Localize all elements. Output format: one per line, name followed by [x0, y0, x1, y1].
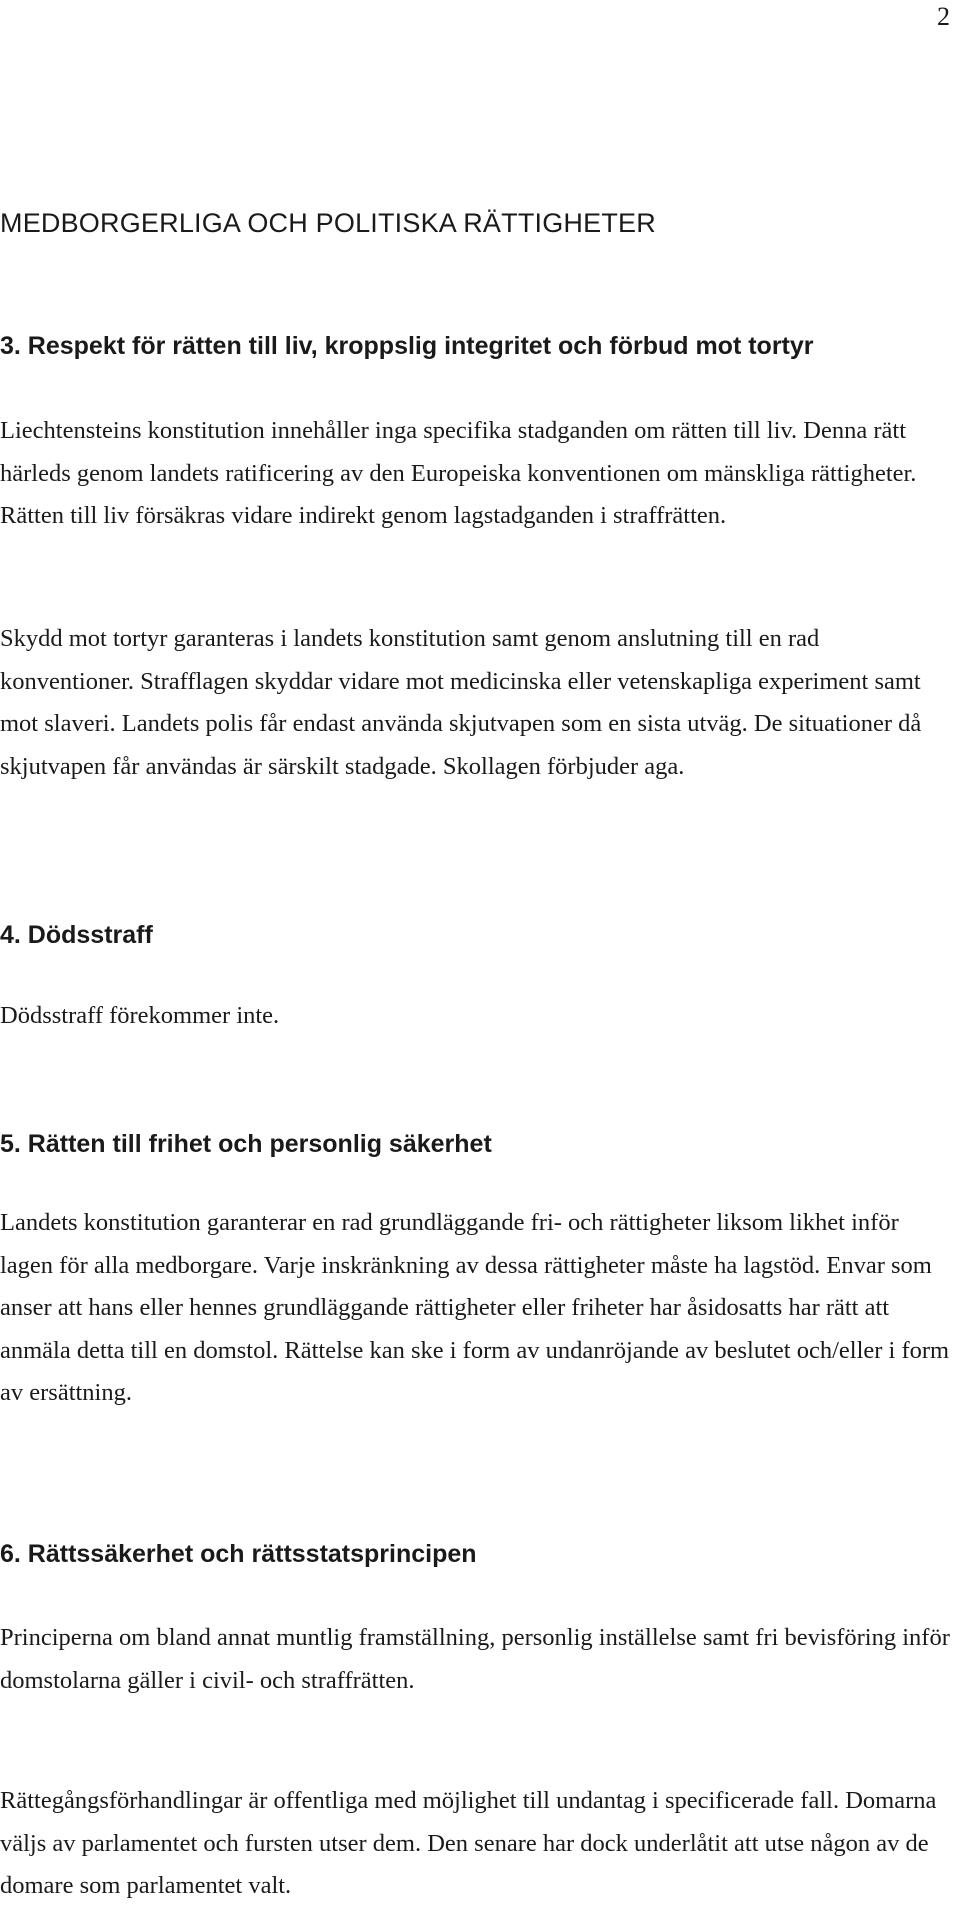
paragraph-death-penalty: Dödsstraff förekommer inte. — [0, 1002, 280, 1029]
heading-section-4: 4. Dödsstraff — [0, 921, 153, 949]
section-title: MEDBORGERLIGA OCH POLITISKA RÄTTIGHETER — [0, 208, 656, 238]
paragraph-court-proceedings: Rättegångsförhandlingar är offentliga med möjlighet till undantag i specificerade fall. Domarna väljs av parlamentet och fursten utser dem. Den senare har dock underlåtit att utse någon av de domare som parlamentet valt. — [0, 1787, 937, 1899]
paragraph-torture: Skydd mot tortyr garanteras i landets konstitution samt genom anslutning till en rad konventioner. Strafflagen skyddar vidare mot medicinska eller vetenskapliga experiment samt mot slaveri. Landets polis får endast använda skjutvapen som en sista utväg. De situationer då skjutvapen får användas är särskilt stadgade. Skollagen förbjuder aga. — [0, 625, 922, 780]
paragraph-rule-of-law: Principerna om bland annat muntlig framställning, personlig inställelse samt fri bevisföring inför domstolarna gäller i civil- och straffrätten. — [0, 1624, 950, 1694]
heading-section-6: 6. Rättssäkerhet och rättsstatsprincipen — [0, 1540, 477, 1568]
page-number: 2 — [937, 2, 950, 31]
heading-section-3: 3. Respekt för rätten till liv, kroppslig integritet och förbud mot tortyr — [0, 332, 814, 360]
heading-section-5: 5. Rätten till frihet och personlig säkerhet — [0, 1130, 492, 1158]
paragraph-rights-to-life: Liechtensteins konstitution innehåller inga specifika stadganden om rätten till liv. Denna rätt härleds genom landets ratificering av den Europeiska konventionen om mänskliga rättigheter. Rätten till liv försäkras vidare indirekt genom lagstadganden i straffrätten. — [0, 417, 917, 529]
paragraph-liberty: Landets konstitution garanterar en rad grundläggande fri- och rättigheter liksom likhet inför lagen för alla medborgare. Varje inskränkning av dessa rättigheter måste ha lagstöd. Envar som anser att hans eller hennes grundläggande rättigheter eller friheter har åsidosatts har rätt att anmäla detta till en domstol. Rättelse kan ske i form av undanröjande av beslutet och/eller i form av ersättning. — [0, 1209, 950, 1406]
